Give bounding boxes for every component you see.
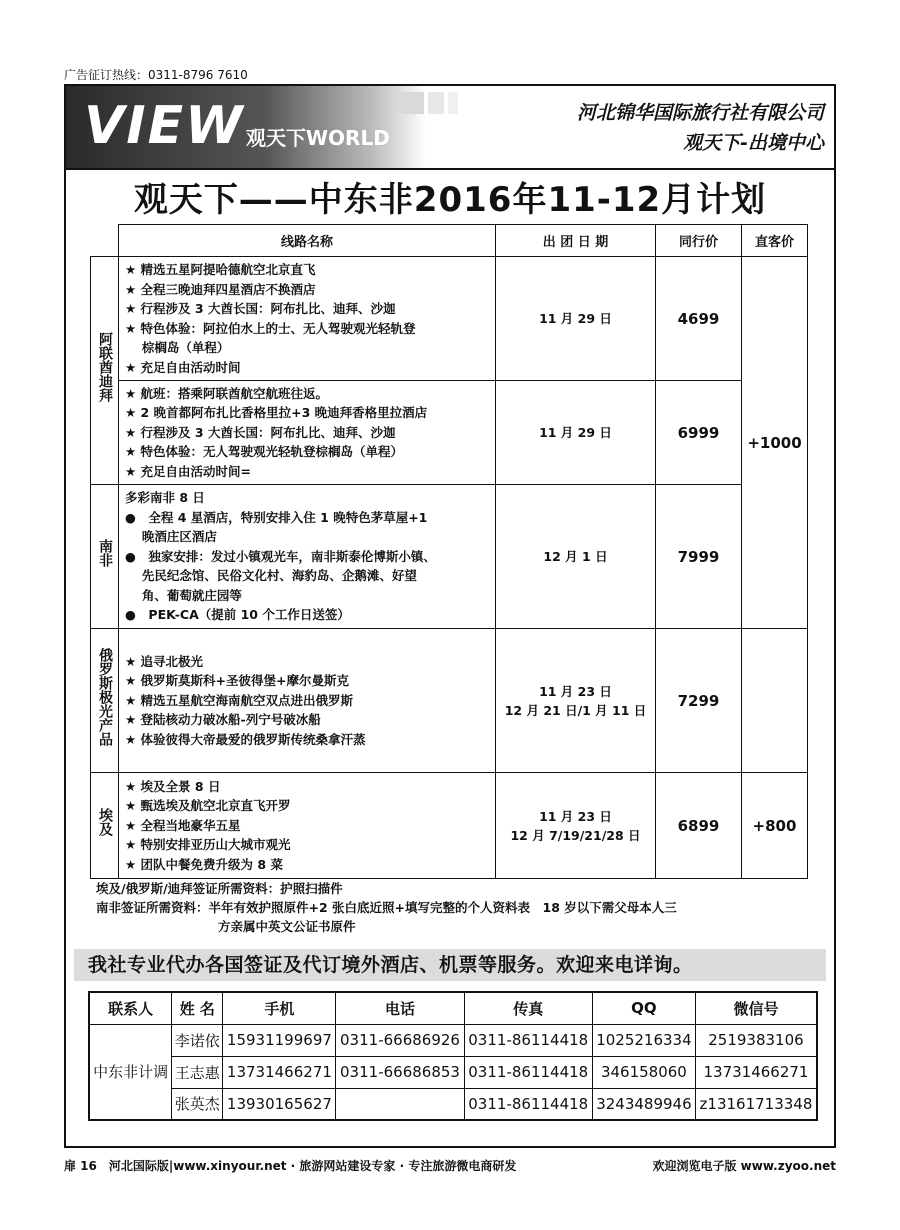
region-label: 埃及: [97, 808, 113, 836]
contact-group: 中东非计调: [89, 1024, 172, 1120]
route-cell: [119, 485, 496, 629]
contact-mobile: 15931199697: [223, 1024, 336, 1056]
region-russia: [91, 629, 119, 773]
header-phone: 电话: [336, 992, 464, 1024]
table-row: [91, 773, 808, 879]
route-cell: [119, 629, 496, 773]
route-line: ★ 航班：搭乘阿联酋航空航班往返。: [125, 385, 329, 401]
route-line: ★ 充足自由活动时间=: [125, 463, 252, 479]
region-south-africa: [91, 485, 119, 629]
direct-price-cell: +1000: [742, 257, 808, 629]
route-cell: [119, 381, 496, 485]
company-block: [577, 98, 824, 158]
header-peer-price: 同行价: [656, 225, 742, 257]
route-line: ★ 特别安排亚历山大城市观光: [125, 837, 291, 853]
tour-table: [90, 224, 808, 879]
price-cell: 4699: [656, 257, 742, 381]
date-line: 11 月 23 日: [539, 808, 612, 824]
logo-background: [66, 86, 426, 168]
route-line: 棕榈岛（单程）: [125, 340, 230, 355]
ad-hotline: 广告征订热线：0311-8796 7610: [64, 68, 248, 82]
visa-notes: [96, 879, 816, 936]
header-qq: QQ: [592, 992, 695, 1024]
contact-phone: 0311-66686853: [336, 1056, 464, 1088]
contact-fax: 0311-86114418: [464, 1056, 592, 1088]
logo-subtitle: 观天下WORLD: [246, 126, 390, 150]
route-line: ★ 全程三晚迪拜四星酒店不换酒店: [125, 281, 316, 297]
direct-price-cell: +800: [742, 773, 808, 879]
region-label: 阿联酋迪拜: [97, 332, 113, 402]
table-row: [91, 381, 808, 485]
header-date: 出 团 日 期: [496, 225, 656, 257]
header-fax: 传真: [464, 992, 592, 1024]
route-cell: [119, 773, 496, 879]
contact-qq: 346158060: [592, 1056, 695, 1088]
date-line: 12 月 21 日/1 月 11 日: [504, 702, 647, 718]
service-banner: 我社专业代办各国签证及代订境外酒店、机票等服务。欢迎来电详询。: [74, 949, 826, 981]
contact-fax: 0311-86114418: [464, 1088, 592, 1120]
region-label: 俄罗斯极光产品: [97, 648, 113, 746]
note-line: 埃及/俄罗斯/迪拜签证所需资料：护照扫描件: [96, 881, 343, 896]
route-line: ★ 行程涉及 3 大酋长国：阿布扎比、迪拜、沙迦: [125, 301, 396, 316]
decor-square: [396, 92, 424, 114]
contact-row: [89, 1088, 817, 1120]
company-dept: 观天下-出境中心: [683, 132, 824, 154]
route-line: 晚酒庄区酒店: [125, 529, 217, 545]
note-line: 方亲属中英文公证书原件: [218, 919, 356, 934]
contact-qq: 1025216334: [592, 1024, 695, 1056]
contact-row: [89, 1024, 817, 1056]
route-line: ● 全程 4 星酒店，特别安排入住 1 晚特色茅草屋+1: [125, 509, 428, 525]
header-contact: 联系人: [89, 992, 172, 1024]
contact-name: 李诺依: [172, 1024, 223, 1056]
route-line: ★ 埃及全景 8 日: [125, 778, 221, 794]
contact-row: [89, 1056, 817, 1088]
route-line: ★ 精选五星航空海南航空双点进出俄罗斯: [125, 692, 354, 708]
date-line: 12 月 1 日: [543, 549, 608, 564]
route-line: ★ 全程当地豪华五星: [125, 817, 241, 833]
footer-right: 欢迎浏览电子版 www.zyoo.net: [652, 1159, 836, 1173]
region-label: 南非: [97, 539, 113, 567]
date-cell: [496, 257, 656, 381]
table-row: [91, 629, 808, 773]
date-line: 11 月 29 日: [539, 311, 612, 326]
route-line: ★ 团队中餐免费升级为 8 菜: [125, 856, 283, 872]
contact-wechat: z13161713348: [695, 1088, 817, 1120]
route-line: ★ 登陆核动力破冰船-列宁号破冰船: [125, 712, 321, 728]
date-cell: [496, 485, 656, 629]
date-cell: [496, 629, 656, 773]
contact-name: 王志惠: [172, 1056, 223, 1088]
route-line: ● PEK-CA（提前 10 个工作日送签）: [125, 607, 350, 623]
view-logo: VIEW: [84, 96, 245, 156]
price-cell: 7999: [656, 485, 742, 629]
header-mobile: 手机: [223, 992, 336, 1024]
contacts-table: [88, 991, 818, 1121]
header-direct-price: 直客价: [742, 225, 808, 257]
contact-phone: 0311-66686926: [336, 1024, 464, 1056]
contact-wechat: 13731466271: [695, 1056, 817, 1088]
contact-mobile: 13731466271: [223, 1056, 336, 1088]
route-line: ● 独家安排：发过小镇观光车，南非斯泰伦博斯小镇、: [125, 548, 436, 564]
blank-header: [91, 225, 119, 257]
contact-qq: 3243489946: [592, 1088, 695, 1120]
table-row: [91, 257, 808, 381]
region-egypt: [91, 773, 119, 879]
route-line: 先民纪念馆、民俗文化村、海豹岛、企鹅滩、好望: [125, 568, 417, 584]
contacts-header: [89, 992, 817, 1024]
footer-left: 扉 16 河北国际版|www.xinyour.net · 旅游网站建设专家 · 专注旅游微电商研发: [64, 1159, 517, 1173]
route-line: ★ 行程涉及 3 大酋长国：阿布扎比、迪拜、沙迦: [125, 424, 396, 440]
header-route: 线路名称: [119, 225, 496, 257]
price-cell: 6999: [656, 381, 742, 485]
header-name: 姓 名: [172, 992, 223, 1024]
contact-name: 张英杰: [172, 1088, 223, 1120]
contact-mobile: 13930165627: [223, 1088, 336, 1120]
decor-square: [428, 92, 444, 114]
direct-price-cell-blank: [742, 629, 808, 773]
route-line: ★ 充足自由活动时间: [125, 359, 241, 375]
contact-wechat: 2519383106: [695, 1024, 817, 1056]
price-cell: 7299: [656, 629, 742, 773]
route-line: ★ 特色体验：阿拉伯水上的士、无人驾驶观光轻轨登: [125, 320, 416, 336]
note-line: 南非签证所需资料：半年有效护照原件+2 张白底近照+填写完整的个人资料表 18 岁以下需父母本人三: [96, 900, 677, 915]
header-wechat: 微信号: [695, 992, 817, 1024]
route-line: ★ 特色体验：无人驾驶观光轻轨登棕榈岛（单程）: [125, 444, 404, 460]
contact-phone: [336, 1088, 464, 1120]
route-line: ★ 体验彼得大帝最爱的俄罗斯传统桑拿汗蒸: [125, 731, 366, 747]
header-banner: [66, 86, 834, 170]
date-line: 12 月 7/19/21/28 日: [510, 827, 641, 843]
contact-fax: 0311-86114418: [464, 1024, 592, 1056]
region-uae: [91, 257, 119, 485]
date-line: 11 月 23 日: [539, 683, 612, 699]
route-line: 角、葡萄就庄园等: [125, 587, 242, 603]
route-line: ★ 俄罗斯莫斯科+圣彼得堡+摩尔曼斯克: [125, 673, 350, 689]
table-row: [91, 485, 808, 629]
route-line: ★ 甄选埃及航空北京直飞开罗: [125, 798, 291, 814]
date-line: 11 月 29 日: [539, 425, 612, 440]
price-cell: 6899: [656, 773, 742, 879]
route-line: 多彩南非 8 日: [125, 490, 205, 506]
route-line: ★ 精选五星阿提哈德航空北京直飞: [125, 262, 316, 277]
company-name: 河北锦华国际旅行社有限公司: [576, 102, 824, 124]
page-title: 观天下——中东非2016年11-12月计划: [133, 180, 767, 220]
date-cell: [496, 773, 656, 879]
route-line: ★ 2 晚首都阿布扎比香格里拉+3 晚迪拜香格里拉酒店: [125, 405, 428, 421]
route-cell: [119, 257, 496, 381]
decor-square: [448, 92, 458, 114]
route-line: ★ 追寻北极光: [125, 653, 204, 669]
date-cell: [496, 381, 656, 485]
tour-table-header: [91, 225, 808, 257]
